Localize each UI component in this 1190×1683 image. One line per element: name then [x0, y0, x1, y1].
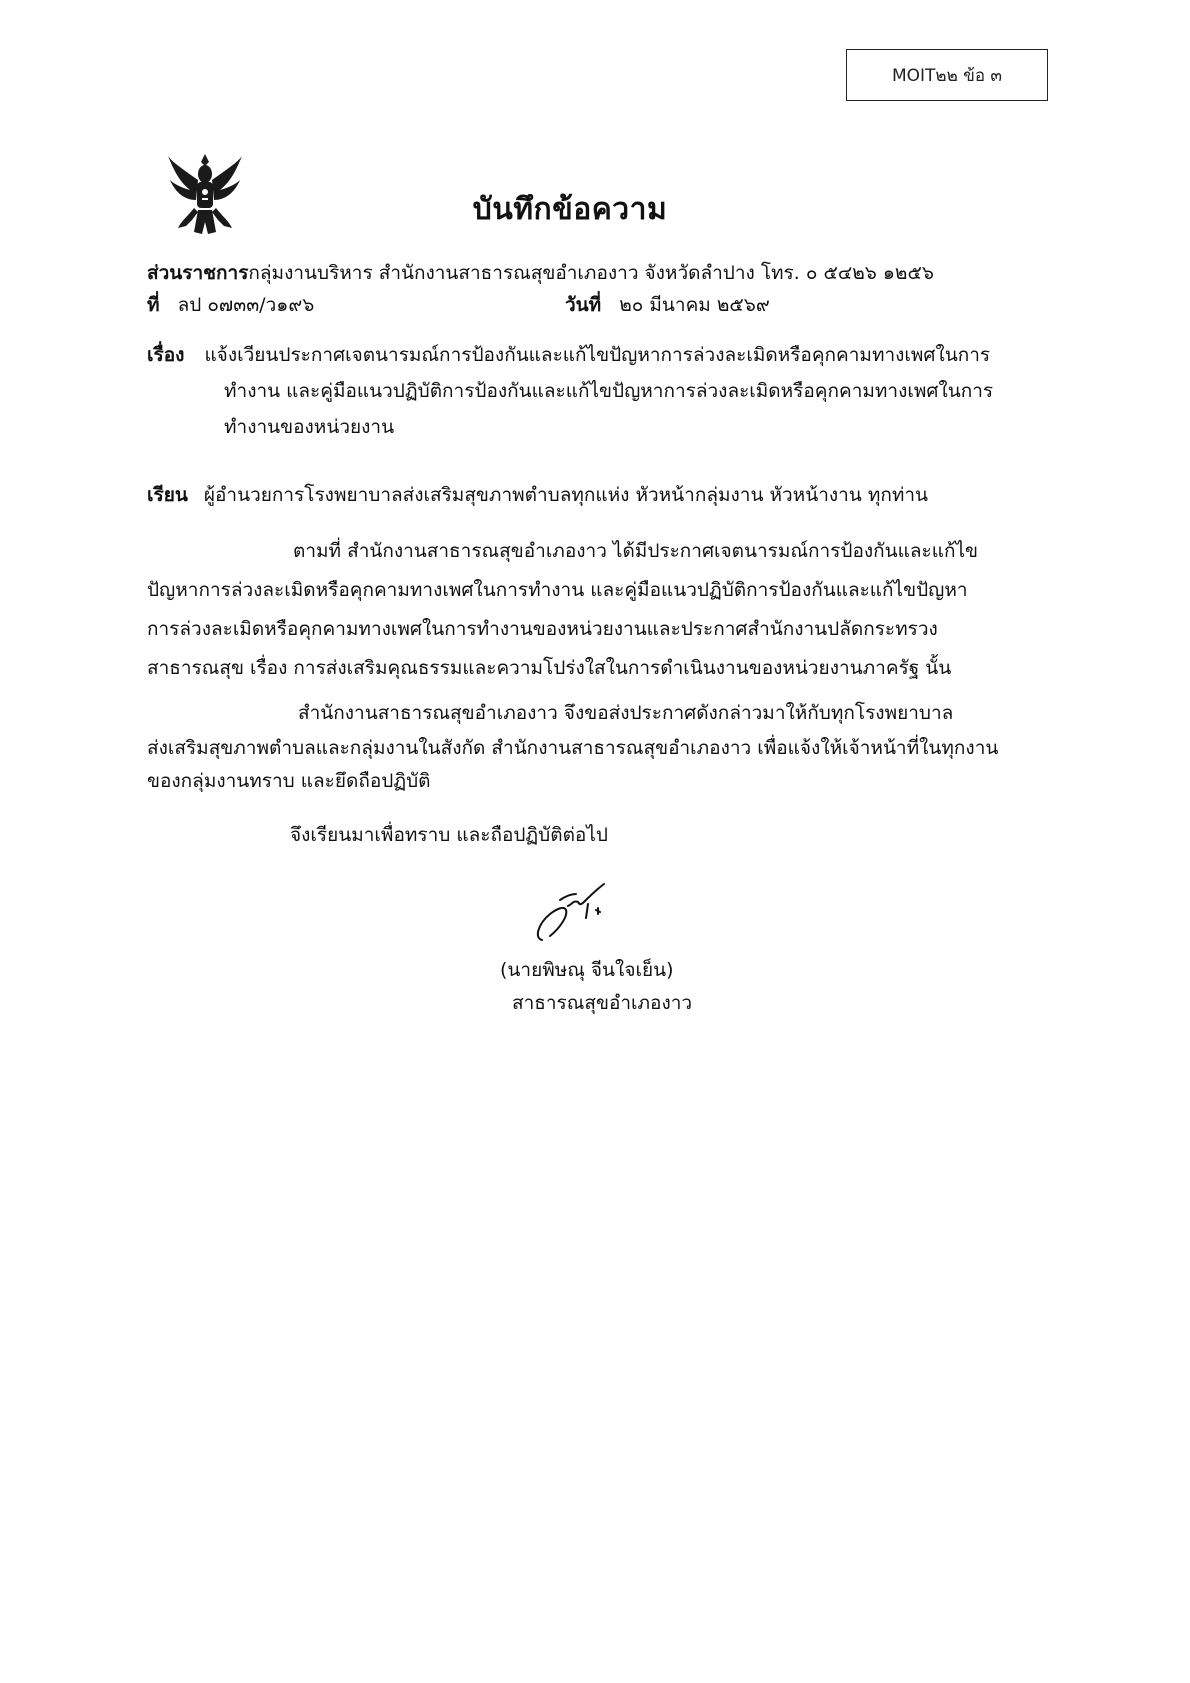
document-title: บันทึกข้อความ — [472, 192, 668, 227]
reference-code-box — [846, 49, 1048, 101]
agency-label: ส่วนราชการ — [147, 262, 249, 284]
paragraph2-line2: ส่งเสริมสุขภาพตำบลและกลุ่มงานในสังกัด สำนักงานสาธารณสุขอำเภองาว เพื่อแจ้งให้เจ้าหน้าที่ในทุกงาน — [147, 737, 999, 759]
date-value: ๒๐ มีนาคม ๒๕๖๙ — [619, 294, 770, 316]
signatory-position: สาธารณสุขอำเภองาว — [512, 992, 693, 1014]
reference-code: MOIT๒๒ ข้อ ๓ — [891, 65, 1003, 86]
paragraph1-line2: ปัญหาการล่วงละเมิดหรือคุกคามทางเพศในการทำงาน และคู่มือแนวปฏิบัติการป้องกันและแก้ไขปัญหา — [147, 579, 968, 601]
ref-value: ลป ๐๗๓๓/ว๑๙๖ — [177, 294, 315, 316]
ref-number-line — [147, 290, 314, 320]
date-label: วันที่ — [565, 294, 602, 316]
paragraph2-line1: สำนักงานสาธารณสุขอำเภองาว จึงขอส่งประกาศดังกล่าวมาให้กับทุกโรงพยาบาล — [298, 702, 954, 724]
closing-line: จึงเรียนมาเพื่อทราบ และถือปฏิบัติต่อไป — [290, 824, 608, 846]
signatory-name: (นายพิษณุ จีนใจเย็น) — [500, 959, 674, 981]
subject-text-3: ทำงานของหน่วยงาน — [224, 416, 395, 438]
paragraph1-line1: ตามที่ สำนักงานสาธารณสุขอำเภองาว ได้มีประกาศเจตนารมณ์การป้องกันและแก้ไข — [293, 540, 979, 562]
subject-text-1: แจ้งเวียนประกาศเจตนารมณ์การป้องกันและแก้ไขปัญหาการล่วงละเมิดหรือคุกคามทางเพศในการ — [204, 344, 991, 366]
subject-text-2: ทำงาน และคู่มือแนวปฏิบัติการป้องกันและแก้ไขปัญหาการล่วงละเมิดหรือคุกคามทางเพศในการ — [224, 380, 994, 402]
subject-label: เรื่อง — [147, 344, 185, 366]
subject-line-1 — [147, 340, 990, 370]
recipient-value: ผู้อำนวยการโรงพยาบาลส่งเสริมสุขภาพตำบลทุกแห่ง หัวหน้ากลุ่มงาน หัวหน้างาน ทุกท่าน — [203, 484, 929, 506]
paragraph2-line3: ของกลุ่มงานทราบ และยึดถือปฏิบัติ — [147, 770, 431, 792]
signature-image — [530, 880, 615, 945]
paragraph1-line4: สาธารณสุข เรื่อง การส่งเสริมคุณธรรมและความโปร่งใสในการดำเนินงานของหน่วยงานภาครัฐ นั้น — [147, 657, 952, 679]
recipient-label: เรียน — [147, 484, 188, 506]
agency-value: กลุ่มงานบริหาร สำนักงานสาธารณสุขอำเภองาว จังหวัดลำปาง โทร. ๐ ๕๔๒๖ ๑๒๕๖ — [248, 262, 934, 284]
date-line — [565, 290, 770, 320]
recipient-line — [147, 480, 928, 510]
agency-line — [147, 258, 934, 288]
paragraph1-line3: การล่วงละเมิดหรือคุกคามทางเพศในการทำงานของหน่วยงานและประกาศสำนักงานปลัดกระทรวง — [147, 618, 938, 640]
ref-label: ที่ — [147, 294, 160, 316]
